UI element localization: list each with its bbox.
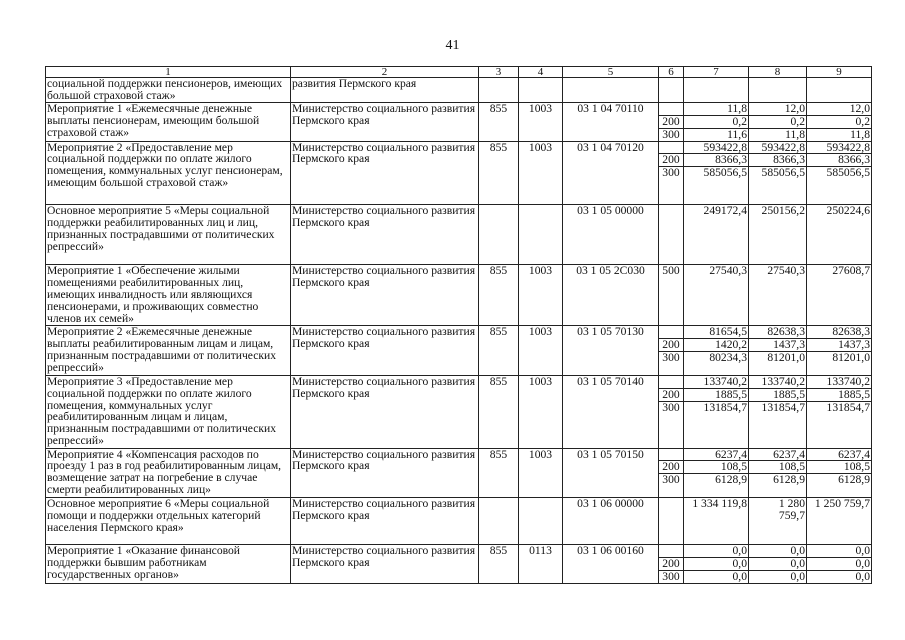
amount-year-3: 11,8: [807, 128, 872, 141]
expense-type-code: [659, 448, 684, 461]
amount-year-2: 12,0: [749, 102, 807, 115]
amount-year-3: 593422,8: [807, 141, 872, 154]
amount-year-3: 585056,5: [807, 167, 872, 205]
amount-year-2: 0,2: [749, 115, 807, 128]
amount-year-1: 6237,4: [684, 448, 749, 461]
amount-year-1: 249172,4: [684, 205, 749, 265]
table-row: [46, 448, 872, 461]
amount-year-1: 0,0: [684, 571, 749, 584]
amount-year-2: 585056,5: [749, 167, 807, 205]
table-row: [46, 325, 872, 338]
target-article-code: 03 1 06 00160: [563, 545, 659, 584]
target-article-code: 03 1 06 00000: [563, 498, 659, 545]
measure-name: Мероприятие 1 «Ежемесячные денежные выплаты пенсионерам, имеющим большой страховой стаж»: [46, 102, 291, 141]
expense-type-code: [659, 205, 684, 265]
expense-type-code: [659, 78, 684, 103]
amount-year-1: 108,5: [684, 461, 749, 474]
measure-name: Основное мероприятие 6 «Меры социальной помощи и поддержки отдельных категорий населения Пермского края»: [46, 498, 291, 545]
target-article-code: 03 1 05 70150: [563, 448, 659, 498]
amount-year-2: 1885,5: [749, 388, 807, 401]
expense-type-code: 300: [659, 167, 684, 205]
header-cell: 8: [749, 67, 807, 78]
grbs-code: 855: [479, 265, 519, 326]
section-code: [519, 78, 563, 103]
amount-year-1: 593422,8: [684, 141, 749, 154]
responsible-org: Министерство социального развития Пермского края: [291, 141, 479, 205]
measure-name: Мероприятие 1 «Обеспечение жилыми помещениями реабилитированных лиц, имеющих инвалидность или являющихся пенсионерами, и проживающих совместно членов их семей»: [46, 265, 291, 326]
table-row: [46, 265, 872, 326]
amount-year-2: 0,0: [749, 558, 807, 571]
amount-year-3: 133740,2: [807, 375, 872, 388]
header-row: [46, 67, 872, 78]
amount-year-1: 0,0: [684, 558, 749, 571]
responsible-org: Министерство социального развития Пермского края: [291, 375, 479, 448]
grbs-code: 855: [479, 448, 519, 498]
amount-year-1: [684, 78, 749, 103]
target-article-code: 03 1 04 70120: [563, 141, 659, 205]
responsible-org: Министерство социального развития Пермского края: [291, 325, 479, 375]
section-code: 1003: [519, 265, 563, 326]
amount-year-1: 1420,2: [684, 338, 749, 351]
amount-year-1: 81654,5: [684, 325, 749, 338]
header-cell: 4: [519, 67, 563, 78]
measure-name: социальной поддержки пенсионеров, имеющих большой страховой стаж»: [46, 78, 291, 103]
amount-year-1: 6128,9: [684, 474, 749, 498]
table-row: [46, 205, 872, 265]
amount-year-1: 131854,7: [684, 401, 749, 448]
amount-year-2: 131854,7: [749, 401, 807, 448]
amount-year-1: 27540,3: [684, 265, 749, 326]
expense-type-code: 300: [659, 401, 684, 448]
expense-type-code: 300: [659, 351, 684, 375]
amount-year-2: 27540,3: [749, 265, 807, 326]
amount-year-1: 585056,5: [684, 167, 749, 205]
responsible-org: Министерство социального развития Пермского края: [291, 205, 479, 265]
amount-year-2: 0,0: [749, 571, 807, 584]
amount-year-2: 593422,8: [749, 141, 807, 154]
expense-type-code: [659, 375, 684, 388]
page-number: 41: [445, 38, 460, 53]
amount-year-2: 1 280 759,7: [749, 498, 807, 545]
responsible-org: Министерство социального развития Пермского края: [291, 102, 479, 141]
amount-year-2: 0,0: [749, 545, 807, 558]
target-article-code: 03 1 05 70140: [563, 375, 659, 448]
section-code: 1003: [519, 325, 563, 375]
responsible-org: Министерство социального развития Пермского края: [291, 448, 479, 498]
table-body: [46, 78, 872, 584]
amount-year-1: 80234,3: [684, 351, 749, 375]
amount-year-2: 82638,3: [749, 325, 807, 338]
section-code: 0113: [519, 545, 563, 584]
expense-type-code: 200: [659, 461, 684, 474]
grbs-code: 855: [479, 141, 519, 205]
target-article-code: 03 1 05 70130: [563, 325, 659, 375]
responsible-org: Министерство социального развития Пермского края: [291, 498, 479, 545]
table-row: [46, 545, 872, 558]
table-row: [46, 498, 872, 545]
expense-type-code: 300: [659, 128, 684, 141]
amount-year-2: 133740,2: [749, 375, 807, 388]
amount-year-3: 131854,7: [807, 401, 872, 448]
target-article-code: 03 1 04 70110: [563, 102, 659, 141]
expense-type-code: 500: [659, 265, 684, 326]
table-row: [46, 375, 872, 388]
amount-year-3: 108,5: [807, 461, 872, 474]
amount-year-3: 250224,6: [807, 205, 872, 265]
amount-year-1: 1885,5: [684, 388, 749, 401]
amount-year-1: 0,0: [684, 545, 749, 558]
target-article-code: [563, 78, 659, 103]
amount-year-2: [749, 78, 807, 103]
header-cell: 3: [479, 67, 519, 78]
amount-year-3: 0,0: [807, 545, 872, 558]
header-cell: 5: [563, 67, 659, 78]
amount-year-2: 6128,9: [749, 474, 807, 498]
amount-year-3: 0,2: [807, 115, 872, 128]
expense-type-code: 300: [659, 474, 684, 498]
grbs-code: 855: [479, 375, 519, 448]
table-row: [46, 141, 872, 154]
amount-year-2: 6237,4: [749, 448, 807, 461]
grbs-code: [479, 78, 519, 103]
amount-year-3: 27608,7: [807, 265, 872, 326]
amount-year-1: 0,2: [684, 115, 749, 128]
header-cell: 9: [807, 67, 872, 78]
measure-name: Мероприятие 1 «Оказание финансовой поддержки бывшим работникам государственных органов»: [46, 545, 291, 584]
amount-year-3: 0,0: [807, 558, 872, 571]
expense-type-code: 300: [659, 571, 684, 584]
expense-type-code: [659, 141, 684, 154]
table-row: [46, 102, 872, 115]
section-code: 1003: [519, 448, 563, 498]
table-row: [46, 78, 872, 103]
amount-year-3: 1 250 759,7: [807, 498, 872, 545]
amount-year-3: [807, 78, 872, 103]
measure-name: Мероприятие 2 «Ежемесячные денежные выплаты реабилитированным лицам и лицам, признанным пострадавшими от политических репрессий»: [46, 325, 291, 375]
amount-year-3: 1885,5: [807, 388, 872, 401]
amount-year-1: 11,6: [684, 128, 749, 141]
expense-type-code: [659, 102, 684, 115]
section-code: 1003: [519, 141, 563, 205]
grbs-code: 855: [479, 102, 519, 141]
amount-year-3: 6237,4: [807, 448, 872, 461]
expense-type-code: [659, 498, 684, 545]
section-code: [519, 498, 563, 545]
section-code: 1003: [519, 102, 563, 141]
amount-year-2: 108,5: [749, 461, 807, 474]
target-article-code: 03 1 05 2С030: [563, 265, 659, 326]
measure-name: Основное мероприятие 5 «Меры социальной поддержки реабилитированных лиц и лиц, признанных пострадавшими от политических репрессий»: [46, 205, 291, 265]
budget-table: [45, 66, 872, 584]
amount-year-2: 8366,3: [749, 154, 807, 167]
amount-year-2: 250156,2: [749, 205, 807, 265]
header-cell: 2: [291, 67, 479, 78]
grbs-code: [479, 498, 519, 545]
grbs-code: 855: [479, 325, 519, 375]
section-code: 1003: [519, 375, 563, 448]
header-cell: 7: [684, 67, 749, 78]
amount-year-3: 82638,3: [807, 325, 872, 338]
amount-year-2: 81201,0: [749, 351, 807, 375]
expense-type-code: [659, 545, 684, 558]
measure-name: Мероприятие 4 «Компенсация расходов по проезду 1 раз в год реабилитированным лицам, возмещение затрат на погребение в случае смерти реабилитированных лиц»: [46, 448, 291, 498]
measure-name: Мероприятие 3 «Предоставление мер социальной поддержки по оплате жилого помещения, коммунальных услуг реабилитированным лицам и лицам, признанным пострадавшими от политических репрессий»: [46, 375, 291, 448]
amount-year-3: 8366,3: [807, 154, 872, 167]
header-cell: 1: [46, 67, 291, 78]
expense-type-code: 200: [659, 115, 684, 128]
amount-year-2: 1437,3: [749, 338, 807, 351]
responsible-org: Министерство социального развития Пермского края: [291, 265, 479, 326]
amount-year-3: 1437,3: [807, 338, 872, 351]
amount-year-3: 0,0: [807, 571, 872, 584]
amount-year-1: 1 334 119,8: [684, 498, 749, 545]
amount-year-2: 11,8: [749, 128, 807, 141]
grbs-code: 855: [479, 545, 519, 584]
amount-year-1: 8366,3: [684, 154, 749, 167]
amount-year-3: 12,0: [807, 102, 872, 115]
expense-type-code: 200: [659, 338, 684, 351]
expense-type-code: [659, 325, 684, 338]
amount-year-1: 133740,2: [684, 375, 749, 388]
responsible-org: развития Пермского края: [291, 78, 479, 103]
section-code: [519, 205, 563, 265]
header-cell: 6: [659, 67, 684, 78]
amount-year-3: 81201,0: [807, 351, 872, 375]
measure-name: Мероприятие 2 «Предоставление мер социальной поддержки по оплате жилого помещения, коммунальных услуг пенсионерам, имеющим большой страховой стаж»: [46, 141, 291, 205]
target-article-code: 03 1 05 00000: [563, 205, 659, 265]
amount-year-1: 11,8: [684, 102, 749, 115]
expense-type-code: 200: [659, 388, 684, 401]
expense-type-code: 200: [659, 558, 684, 571]
amount-year-3: 6128,9: [807, 474, 872, 498]
responsible-org: Министерство социального развития Пермского края: [291, 545, 479, 584]
expense-type-code: 200: [659, 154, 684, 167]
grbs-code: [479, 205, 519, 265]
